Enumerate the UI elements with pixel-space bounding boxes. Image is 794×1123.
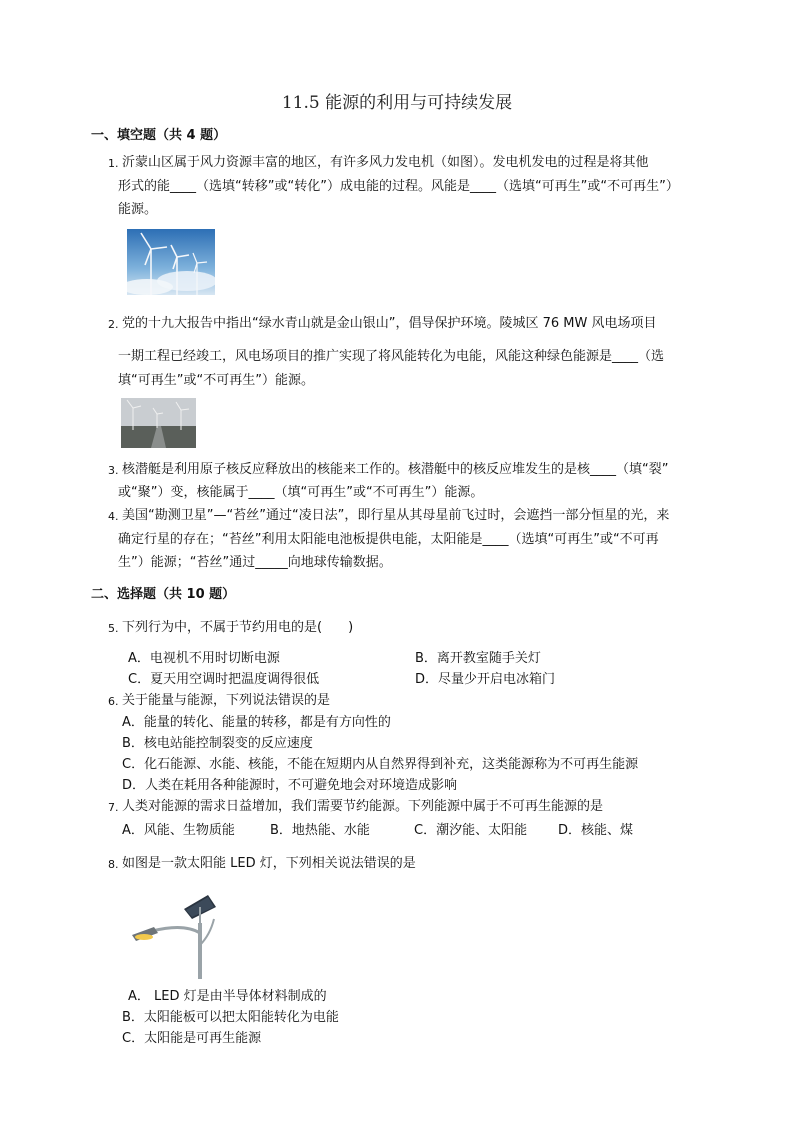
question-1-line-3: 能源。 [118,202,158,217]
question-6-stem: 关于能量与能源，下列说法错误的是 [122,693,331,708]
question-3-line-1: 核潜艇是利用原子核反应释放出的核能来工作的。核潜艇中的核反应堆发生的是核____（填“裂” [122,462,669,477]
question-number: 4. [108,510,119,523]
wind-farm-image [121,398,196,448]
question-1-line-2: 形式的能____（选填“转移”或“转化”）成电能的过程。风能是____（选填“可再生”或“不可再生”） [118,179,679,194]
page-title: 11.5 能源的利用与可持续发展 [281,93,513,113]
option-d: D．人类在耗用各种能源时，不可避免地会对环境造成影响 [122,778,458,793]
question-2-line-3: 填“可再生”或“不可再生”）能源。 [118,373,314,388]
option-a: A． LED 灯是由半导体材料制成的 [128,989,327,1004]
option-a: A．风能、生物质能 [122,823,235,838]
question-number: 2. [108,318,119,331]
question-number: 7. [108,801,119,814]
option-d: D．尽量少开启电冰箱门 [415,672,556,687]
section-heading-choice: 二、选择题（共 10 题） [91,587,236,602]
question-2-line-1: 党的十九大报告中指出“绿水青山就是金山银山”，倡导保护环境。陵城区 76 MW 风电场项目 [122,316,657,331]
question-number: 6. [108,695,119,708]
option-c: C．化石能源、水能、核能，不能在短期内从自然界得到补充，这类能源称为不可再生能源 [122,757,639,772]
option-c: C．太阳能是可再生能源 [122,1031,262,1046]
question-7-stem: 人类对能源的需求日益增加，我们需要节约能源。下列能源中属于不可再生能源的是 [122,799,604,814]
question-2-line-2: 一期工程已经竣工，风电场项目的推广实现了将风能转化为电能，风能这种绿色能源是____（选 [118,349,665,364]
section-heading-fill-in: 一、填空题（共 4 题） [91,128,227,143]
question-3-line-2: 或“聚”）变，核能属于____（填“可再生”或“不可再生”）能源。 [118,485,484,500]
solar-led-lamp-image [124,889,222,979]
option-a: A．能量的转化、能量的转移，都是有方向性的 [122,715,391,730]
option-b: B．太阳能板可以把太阳能转化为电能 [122,1010,339,1025]
question-number: 5. [108,622,119,635]
option-c: C．潮汐能、太阳能 [414,823,528,838]
question-number: 8. [108,858,119,871]
option-d: D．核能、煤 [558,823,634,838]
option-c: C．夏天用空调时把温度调得很低 [128,672,320,687]
option-b: B．离开教室随手关灯 [415,651,541,666]
question-number: 3. [108,464,119,477]
question-4-line-3: 生”）能源；“苔丝”通过_____向地球传输数据。 [118,555,392,570]
wind-turbine-image [127,229,215,295]
question-4-line-2: 确定行星的存在；“苔丝”利用太阳能电池板提供电能，太阳能是____（选填“可再生”或“不可再 [118,532,659,547]
question-1-line-1: 沂蒙山区属于风力资源丰富的地区，有许多风力发电机（如图）。发电机发电的过程是将其他 [122,155,649,170]
option-b: B．核电站能控制裂变的反应速度 [122,736,313,751]
option-a: A．电视机不用时切断电源 [128,651,280,666]
question-8-stem: 如图是一款太阳能 LED 灯，下列相关说法错误的是 [122,856,416,871]
option-b: B．地热能、水能 [270,823,370,838]
question-number: 1. [108,157,119,170]
question-4-line-1: 美国“勘测卫星”—“苔丝”通过“凌日法”，即行星从其母星前飞过时，会遮挡一部分恒星的光，来 [122,508,670,523]
question-5-stem: 下列行为中，不属于节约用电的是( ) [122,620,354,635]
